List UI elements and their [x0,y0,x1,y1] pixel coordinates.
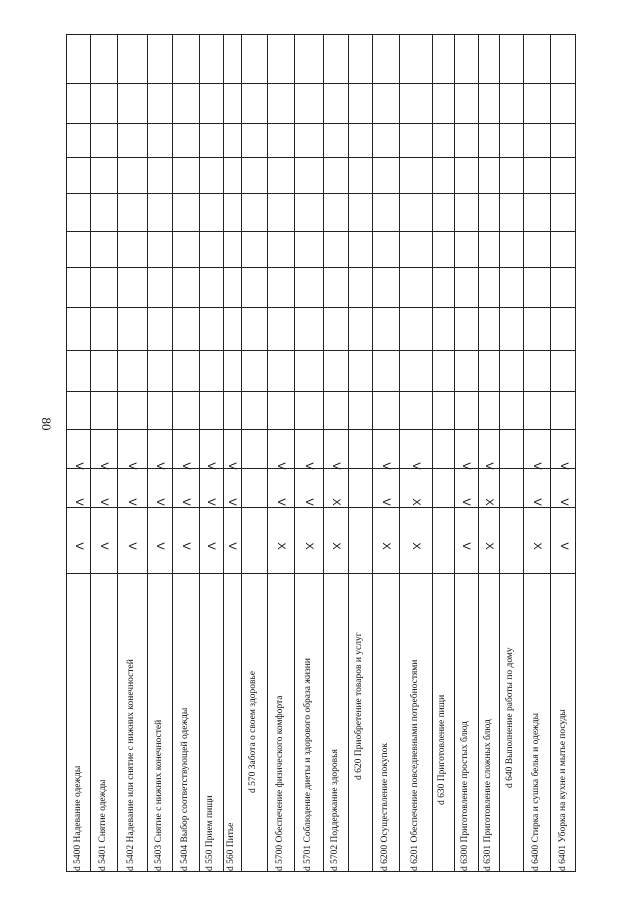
rating-mark: X [274,542,287,550]
page-number: 80 [39,417,54,431]
rating-mark: V [557,498,570,506]
rating-mark: X [530,542,543,550]
rating-mark: X [482,542,495,550]
rating-mark: V [97,498,110,506]
row-label: d 6400 Стирка и сушка белья и одежды [530,713,541,871]
rating-mark: V [557,462,570,470]
rating-mark: V [179,462,192,470]
row-label: d 5702 Поддержание здоровья [329,749,340,871]
row-divider [399,35,400,871]
row-divider [432,35,433,871]
section-label: d 620 Приобретение товаров и услуг [354,632,364,780]
rating-mark: V [126,542,138,550]
rating-mark: V [126,462,138,470]
rating-mark: V [482,462,495,470]
row-label: d 5401 Снятие одежды [97,779,108,871]
rating-mark: V [179,498,192,506]
section-label: d 640 Выполнение работы по дому [505,646,515,788]
rating-mark: V [409,462,422,470]
rating-mark: V [153,498,166,506]
rating-mark: V [205,462,217,470]
row-label: d 5402 Надевание или снятие с нижних конечностей [126,659,136,871]
row-label: d 6200 Осуществление покупок [379,743,390,871]
rating-mark: V [460,462,472,470]
rating-mark: X [329,542,342,550]
row-divider [294,35,295,871]
row-divider [223,35,224,871]
rating-mark: V [460,542,472,550]
rating-mark: V [530,498,543,506]
row-divider [199,35,200,871]
row-label: d 550 Прием пищи [205,795,215,871]
row-divider [323,35,324,871]
rating-mark: V [126,498,138,506]
row-label: d 6300 Приготовление простых блюд [460,721,470,871]
rating-mark: V [379,462,392,470]
rating-mark: V [153,542,166,550]
rating-mark: X [302,542,315,550]
row-divider [172,35,173,871]
row-label: d 6201 Обеспечение повседневными потребностями [409,659,420,871]
row-divider [90,35,91,871]
row-divider [550,35,551,871]
rating-mark: V [72,542,85,550]
row-divider [267,35,268,871]
rating-mark: V [557,542,570,550]
rating-mark: V [226,542,238,550]
assessment-table [66,34,576,872]
rating-mark: V [153,462,166,470]
row-divider [147,35,148,871]
section-label: d 630 Приготовление пищи [437,694,447,805]
rating-mark: V [205,542,217,550]
rating-mark: V [226,498,238,506]
row-label: d 5700 Обеспечение физического комфорта [274,695,285,871]
rating-mark: V [72,462,85,470]
rating-mark: V [72,498,85,506]
row-label: d 5404 Выбор соответствующей одежды [179,707,190,871]
row-divider [348,35,349,871]
row-divider [478,35,479,871]
row-divider [117,35,118,871]
row-label: d 6401 Уборка на кухне и мытье посуды [557,709,568,871]
rating-mark: V [302,498,315,506]
row-divider [241,35,242,871]
rating-mark: X [379,542,392,550]
row-label: d 5701 Соблюдение диеты и здорового образа жизни [302,658,313,871]
row-label: d 5400 Надевание одежды [72,765,83,871]
rating-mark: X [409,542,422,550]
rating-mark: V [274,462,287,470]
row-divider [523,35,524,871]
row-divider [372,35,373,871]
row-label: d 560 Питье [226,822,236,871]
rating-mark: X [482,498,495,506]
row-label: d 5403 Снятие с нижних конечностей [153,719,164,871]
rating-mark: V [274,498,287,506]
row-label: d 6301 Приготовление сложных блюд [482,719,493,871]
rating-mark: V [205,498,217,506]
rating-mark: V [97,462,110,470]
rating-mark: X [329,498,342,506]
rating-mark: V [329,462,342,470]
rating-mark: X [409,498,422,506]
section-label: d 570 Забота о своем здоровье [248,670,258,793]
rating-mark: V [97,542,110,550]
row-divider [454,35,455,871]
rating-mark: V [379,498,392,506]
rating-mark: V [226,462,238,470]
row-divider [499,35,500,871]
rating-mark: V [460,498,472,506]
rating-mark: V [302,462,315,470]
rating-mark: V [179,542,192,550]
rating-mark: V [530,462,543,470]
